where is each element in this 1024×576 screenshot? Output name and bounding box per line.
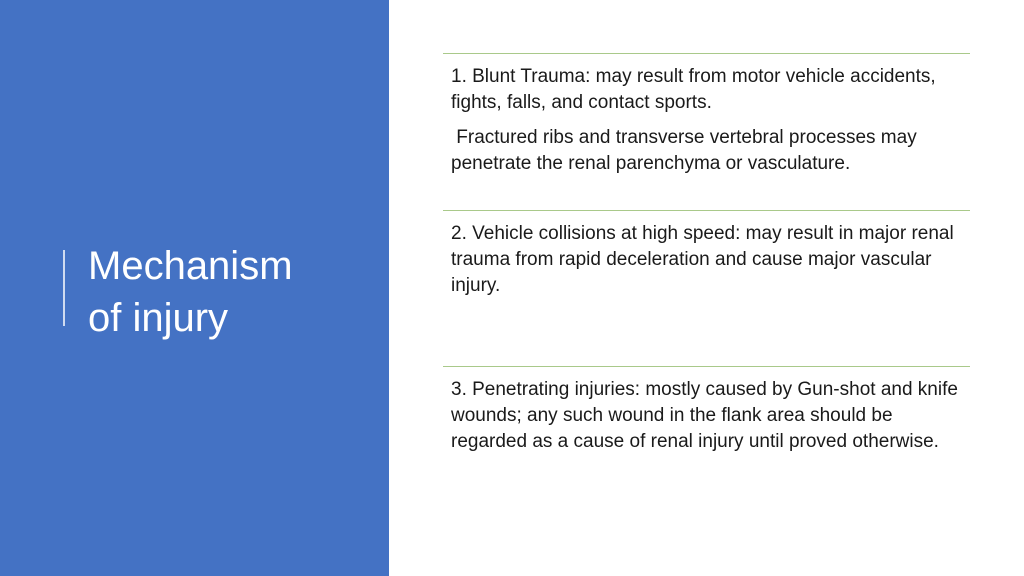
list-item-vehicle-collisions <box>443 210 970 366</box>
item-paragraph: 3. Penetrating injuries: mostly caused by Gun-shot and knife wounds; any such wound in the flank area should be regarded as a cause of renal injury until proved otherwise. <box>451 379 958 452</box>
list-item-blunt-trauma <box>443 53 970 210</box>
list-item-penetrating-injuries <box>443 366 970 496</box>
item-paragraph: Fractured ribs and transverse vertebral processes may penetrate the renal parenchyma or vasculature. <box>451 127 922 174</box>
title-accent-bar <box>63 250 65 326</box>
item-paragraph: 2. Vehicle collisions at high speed: may result in major renal trauma from rapid deceleration and cause major vascular injury. <box>451 223 954 296</box>
slide-title-line-2: of injury <box>88 296 229 340</box>
item-paragraph: 1. Blunt Trauma: may result from motor vehicle accidents, fights, falls, and contact sports. <box>451 66 936 113</box>
slide-title-line-1: Mechanism <box>88 244 293 288</box>
content-list <box>443 53 970 496</box>
slide-title <box>88 240 378 344</box>
title-panel <box>0 0 389 576</box>
